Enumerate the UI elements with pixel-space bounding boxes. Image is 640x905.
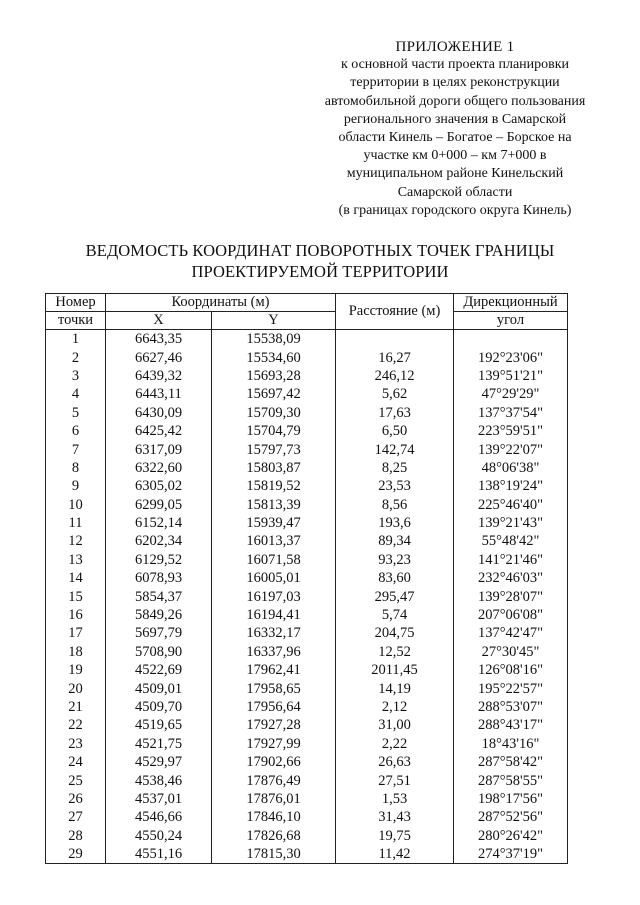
point-number-cell: 23 <box>46 735 106 753</box>
distance-cell: 93,23 <box>336 551 454 569</box>
direction-angle-cell: 139°22'07" <box>454 440 568 458</box>
coord-x-cell: 6322,60 <box>106 459 212 477</box>
distance-cell: 83,60 <box>336 569 454 587</box>
distance-cell: 16,27 <box>336 348 454 366</box>
distance-cell: 2,12 <box>336 698 454 716</box>
appendix-line: участке км 0+000 – км 7+000 в <box>363 148 547 164</box>
header-coordinates: Координаты (м) <box>106 294 336 312</box>
table-row <box>46 845 568 864</box>
point-number-cell: 12 <box>46 532 106 550</box>
coord-x-cell: 5708,90 <box>106 643 212 661</box>
distance-cell <box>336 330 454 349</box>
coord-x-cell: 6129,52 <box>106 551 212 569</box>
coord-y-cell: 16005,01 <box>212 569 336 587</box>
appendix-line: области Кинель – Богатое – Борское на <box>338 130 572 146</box>
direction-angle-cell: 198°17'56" <box>454 790 568 808</box>
point-number-cell: 11 <box>46 514 106 532</box>
coord-x-cell: 4529,97 <box>106 753 212 771</box>
point-number-cell: 9 <box>46 477 106 495</box>
coord-y-cell: 15819,52 <box>212 477 336 495</box>
coord-x-cell: 5854,37 <box>106 587 212 605</box>
table-row <box>46 698 568 716</box>
direction-angle-cell: 192°23'06" <box>454 348 568 366</box>
coord-x-cell: 4551,16 <box>106 845 212 864</box>
point-number-cell: 8 <box>46 459 106 477</box>
coord-y-cell: 17815,30 <box>212 845 336 864</box>
direction-angle-cell: 137°37'54" <box>454 404 568 422</box>
table-row <box>46 496 568 514</box>
point-number-cell: 6 <box>46 422 106 440</box>
table-row <box>46 422 568 440</box>
point-number-cell: 29 <box>46 845 106 864</box>
point-number-cell: 28 <box>46 827 106 845</box>
coord-x-cell: 6627,46 <box>106 348 212 366</box>
coord-y-cell: 16194,41 <box>212 606 336 624</box>
distance-cell: 14,19 <box>336 679 454 697</box>
coord-x-cell: 6439,32 <box>106 367 212 385</box>
coord-x-cell: 5697,79 <box>106 624 212 642</box>
appendix-line: (в границах городского округа Кинель) <box>338 202 572 218</box>
coord-y-cell: 15797,73 <box>212 440 336 458</box>
distance-cell: 5,62 <box>336 385 454 403</box>
coord-x-cell: 6078,93 <box>106 569 212 587</box>
direction-angle-cell: 138°19'24" <box>454 477 568 495</box>
point-number-cell: 7 <box>46 440 106 458</box>
coord-x-cell: 4550,24 <box>106 827 212 845</box>
distance-cell: 23,53 <box>336 477 454 495</box>
direction-angle-cell: 280°26'42" <box>454 827 568 845</box>
coord-x-cell: 5849,26 <box>106 606 212 624</box>
table-row <box>46 716 568 734</box>
point-number-cell: 22 <box>46 716 106 734</box>
coord-y-cell: 15538,09 <box>212 330 336 349</box>
table-row <box>46 367 568 385</box>
direction-angle-cell: 48°06'38" <box>454 459 568 477</box>
appendix-line: автомобильной дороги общего пользования <box>324 93 586 109</box>
coord-y-cell: 17876,49 <box>212 771 336 789</box>
distance-cell: 89,34 <box>336 532 454 550</box>
point-number-cell: 27 <box>46 808 106 826</box>
coord-y-cell: 17956,64 <box>212 698 336 716</box>
direction-angle-cell: 287°58'42" <box>454 753 568 771</box>
point-number-cell: 26 <box>46 790 106 808</box>
direction-angle-cell: 225°46'40" <box>454 496 568 514</box>
document-title-line-2: ПРОЕКТИРУЕМОЙ ТЕРРИТОРИИ <box>191 262 449 281</box>
coord-y-cell: 15693,28 <box>212 367 336 385</box>
point-number-cell: 15 <box>46 587 106 605</box>
header-number-top: Номер <box>46 294 106 312</box>
header-angle-bottom: угол <box>454 312 568 330</box>
appendix-line: муниципальном районе Кинельский <box>346 166 564 182</box>
header-angle-top: Дирекционный <box>454 294 568 312</box>
distance-cell: 193,6 <box>336 514 454 532</box>
direction-angle-cell: 55°48'42" <box>454 532 568 550</box>
distance-cell: 27,51 <box>336 771 454 789</box>
distance-cell: 6,50 <box>336 422 454 440</box>
table-row <box>46 459 568 477</box>
coord-x-cell: 6317,09 <box>106 440 212 458</box>
coord-y-cell: 15697,42 <box>212 385 336 403</box>
coord-x-cell: 6443,11 <box>106 385 212 403</box>
appendix-lines <box>305 56 605 220</box>
header-x: X <box>106 312 212 330</box>
coord-y-cell: 17962,41 <box>212 661 336 679</box>
direction-angle-cell: 141°21'46" <box>454 551 568 569</box>
direction-angle-cell <box>454 330 568 349</box>
coord-x-cell: 6152,14 <box>106 514 212 532</box>
table-row <box>46 440 568 458</box>
direction-angle-cell: 27°30'45" <box>454 643 568 661</box>
direction-angle-cell: 139°28'07" <box>454 587 568 605</box>
coord-y-cell: 15704,79 <box>212 422 336 440</box>
appendix-line: к основной части проекта планировки <box>340 57 570 73</box>
coord-y-cell: 16332,17 <box>212 624 336 642</box>
table-row <box>46 330 568 349</box>
direction-angle-cell: 288°43'17" <box>454 716 568 734</box>
distance-cell: 8,25 <box>336 459 454 477</box>
distance-cell: 2,22 <box>336 735 454 753</box>
coord-y-cell: 16337,96 <box>212 643 336 661</box>
document-title-line-1: ВЕДОМОСТЬ КООРДИНАТ ПОВОРОТНЫХ ТОЧЕК ГРАНИЦЫ <box>85 241 555 260</box>
coord-x-cell: 6305,02 <box>106 477 212 495</box>
distance-cell: 26,63 <box>336 753 454 771</box>
coord-y-cell: 15709,30 <box>212 404 336 422</box>
direction-angle-cell: 126°08'16" <box>454 661 568 679</box>
table-row <box>46 551 568 569</box>
distance-cell: 31,43 <box>336 808 454 826</box>
distance-cell: 12,52 <box>336 643 454 661</box>
direction-angle-cell: 195°22'57" <box>454 679 568 697</box>
direction-angle-cell: 232°46'03" <box>454 569 568 587</box>
coordinates-table <box>45 293 568 864</box>
direction-angle-cell: 139°51'21" <box>454 367 568 385</box>
coord-x-cell: 6202,34 <box>106 532 212 550</box>
appendix-line: регионального значения в Самарской <box>343 111 567 127</box>
direction-angle-cell: 274°37'19" <box>454 845 568 864</box>
coord-y-cell: 16013,37 <box>212 532 336 550</box>
point-number-cell: 24 <box>46 753 106 771</box>
distance-cell: 246,12 <box>336 367 454 385</box>
header-distance: Расстояние (м) <box>336 294 454 330</box>
coord-x-cell: 4509,01 <box>106 679 212 697</box>
table-row <box>46 624 568 642</box>
table-row <box>46 587 568 605</box>
coord-x-cell: 6299,05 <box>106 496 212 514</box>
coord-y-cell: 15813,39 <box>212 496 336 514</box>
distance-cell: 295,47 <box>336 587 454 605</box>
table-row <box>46 477 568 495</box>
point-number-cell: 14 <box>46 569 106 587</box>
table-row <box>46 827 568 845</box>
distance-cell: 204,75 <box>336 624 454 642</box>
point-number-cell: 25 <box>46 771 106 789</box>
appendix-block <box>305 38 605 220</box>
direction-angle-cell: 18°43'16" <box>454 735 568 753</box>
distance-cell: 31,00 <box>336 716 454 734</box>
table-row <box>46 532 568 550</box>
coord-x-cell: 6425,42 <box>106 422 212 440</box>
table-body <box>46 330 568 864</box>
point-number-cell: 18 <box>46 643 106 661</box>
appendix-line: территории в целях реконструкции <box>350 75 560 91</box>
point-number-cell: 3 <box>46 367 106 385</box>
direction-angle-cell: 287°52'56" <box>454 808 568 826</box>
table-header <box>46 294 568 330</box>
coord-x-cell: 4537,01 <box>106 790 212 808</box>
coord-x-cell: 6430,09 <box>106 404 212 422</box>
coord-x-cell: 4521,75 <box>106 735 212 753</box>
direction-angle-cell: 288°53'07" <box>454 698 568 716</box>
distance-cell: 142,74 <box>336 440 454 458</box>
coord-y-cell: 17876,01 <box>212 790 336 808</box>
coord-x-cell: 4522,69 <box>106 661 212 679</box>
point-number-cell: 19 <box>46 661 106 679</box>
coord-y-cell: 17927,28 <box>212 716 336 734</box>
coord-y-cell: 16071,58 <box>212 551 336 569</box>
point-number-cell: 17 <box>46 624 106 642</box>
point-number-cell: 4 <box>46 385 106 403</box>
direction-angle-cell: 137°42'47" <box>454 624 568 642</box>
table-row <box>46 643 568 661</box>
table-row <box>46 735 568 753</box>
coord-y-cell: 17846,10 <box>212 808 336 826</box>
header-number-bottom: точки <box>46 312 106 330</box>
appendix-title: ПРИЛОЖЕНИЕ 1 <box>395 39 515 55</box>
direction-angle-cell: 223°59'51" <box>454 422 568 440</box>
direction-angle-cell: 287°58'55" <box>454 771 568 789</box>
point-number-cell: 2 <box>46 348 106 366</box>
document-title <box>60 240 580 282</box>
table-row <box>46 606 568 624</box>
point-number-cell: 1 <box>46 330 106 349</box>
table-row <box>46 790 568 808</box>
distance-cell: 8,56 <box>336 496 454 514</box>
coord-x-cell: 4509,70 <box>106 698 212 716</box>
direction-angle-cell: 47°29'29" <box>454 385 568 403</box>
table-row <box>46 679 568 697</box>
point-number-cell: 5 <box>46 404 106 422</box>
coord-x-cell: 4546,66 <box>106 808 212 826</box>
coord-y-cell: 16197,03 <box>212 587 336 605</box>
table-row <box>46 661 568 679</box>
table-row <box>46 808 568 826</box>
distance-cell: 17,63 <box>336 404 454 422</box>
direction-angle-cell: 139°21'43" <box>454 514 568 532</box>
table-row <box>46 514 568 532</box>
table-row <box>46 385 568 403</box>
distance-cell: 11,42 <box>336 845 454 864</box>
coord-x-cell: 4538,46 <box>106 771 212 789</box>
table-row <box>46 348 568 366</box>
table-row <box>46 753 568 771</box>
point-number-cell: 20 <box>46 679 106 697</box>
direction-angle-cell: 207°06'08" <box>454 606 568 624</box>
coord-y-cell: 17927,99 <box>212 735 336 753</box>
coord-x-cell: 4519,65 <box>106 716 212 734</box>
table-row <box>46 771 568 789</box>
distance-cell: 2011,45 <box>336 661 454 679</box>
coord-x-cell: 6643,35 <box>106 330 212 349</box>
coord-y-cell: 17902,66 <box>212 753 336 771</box>
point-number-cell: 21 <box>46 698 106 716</box>
point-number-cell: 13 <box>46 551 106 569</box>
coord-y-cell: 17958,65 <box>212 679 336 697</box>
coord-y-cell: 15534,60 <box>212 348 336 366</box>
distance-cell: 19,75 <box>336 827 454 845</box>
distance-cell: 5,74 <box>336 606 454 624</box>
table-row <box>46 569 568 587</box>
point-number-cell: 16 <box>46 606 106 624</box>
coord-y-cell: 15803,87 <box>212 459 336 477</box>
point-number-cell: 10 <box>46 496 106 514</box>
distance-cell: 1,53 <box>336 790 454 808</box>
appendix-line: Самарской области <box>397 184 513 200</box>
coord-y-cell: 17826,68 <box>212 827 336 845</box>
header-y: Y <box>212 312 336 330</box>
coord-y-cell: 15939,47 <box>212 514 336 532</box>
table-row <box>46 404 568 422</box>
